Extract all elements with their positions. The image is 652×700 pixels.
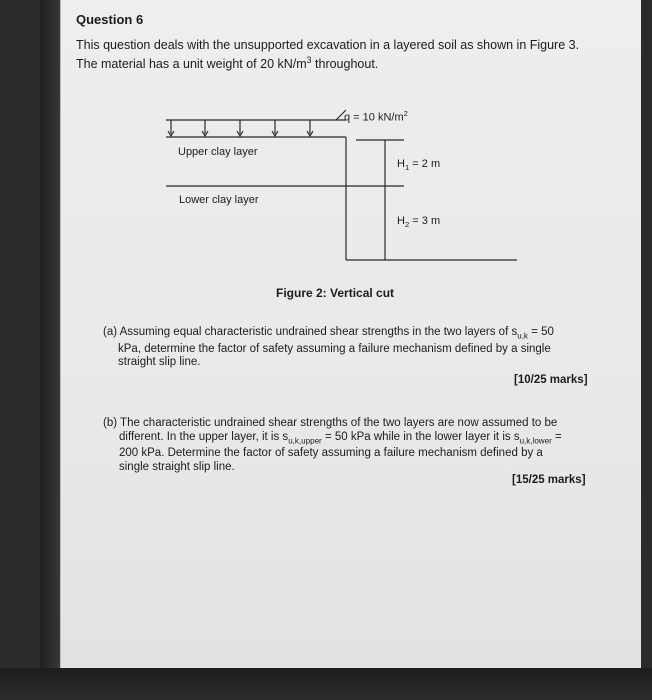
part-b-line-4: single straight slip line. xyxy=(119,460,235,473)
part-a-line-1: (a) Assuming equal characteristic undrained shear strengths in the two layers of $s_{u,k} = 50$ xyxy=(103,326,554,341)
lower-layer-label: Lower clay layer xyxy=(179,194,259,206)
h1-label: $H_1 = 2$ m xyxy=(397,158,441,173)
part-b-line-1: (b) The characteristic undrained shear strengths of the two layers are now assumed to be xyxy=(103,417,558,429)
part-a-text xyxy=(103,326,554,370)
intro-line-2: The material has a unit weight of 20 $kN/m^3$ throughout. xyxy=(76,55,379,72)
part-b-text xyxy=(103,417,562,474)
part-a-line-2: kPa, determine the factor of safety assuming a failure mechanism defined by a single xyxy=(118,342,551,355)
part-b-line-2: different. In the upper layer, it is $s_{u,k,upper} = 50$ kPa while in the lower layer it is $s_{u,k,lower}$ = xyxy=(119,430,562,445)
h2-label: $H_2 = 3$ m xyxy=(397,215,441,230)
upper-layer-label: Upper clay layer xyxy=(178,146,258,158)
load-label: q = 10 $kN/m^2$ xyxy=(344,109,408,124)
intro-line-1: This question deals with the unsupported excavation in a layered soil as shown in Figure 3. xyxy=(76,38,580,52)
part-b-line-3: 200 kPa. Determine the factor of safety assuming a failure mechanism defined by a xyxy=(119,447,543,460)
question-title: Question 6 xyxy=(76,12,144,27)
excavation-diagram xyxy=(0,0,652,300)
part-b-marks: [15/25 marks] xyxy=(512,474,586,486)
load-arrows xyxy=(168,120,313,136)
figure-caption: Figure 2: Vertical cut xyxy=(276,286,395,300)
part-a-line-3: straight slip line. xyxy=(118,356,201,369)
part-a-marks: [10/25 marks] xyxy=(514,374,588,386)
bottom-background xyxy=(0,668,652,700)
